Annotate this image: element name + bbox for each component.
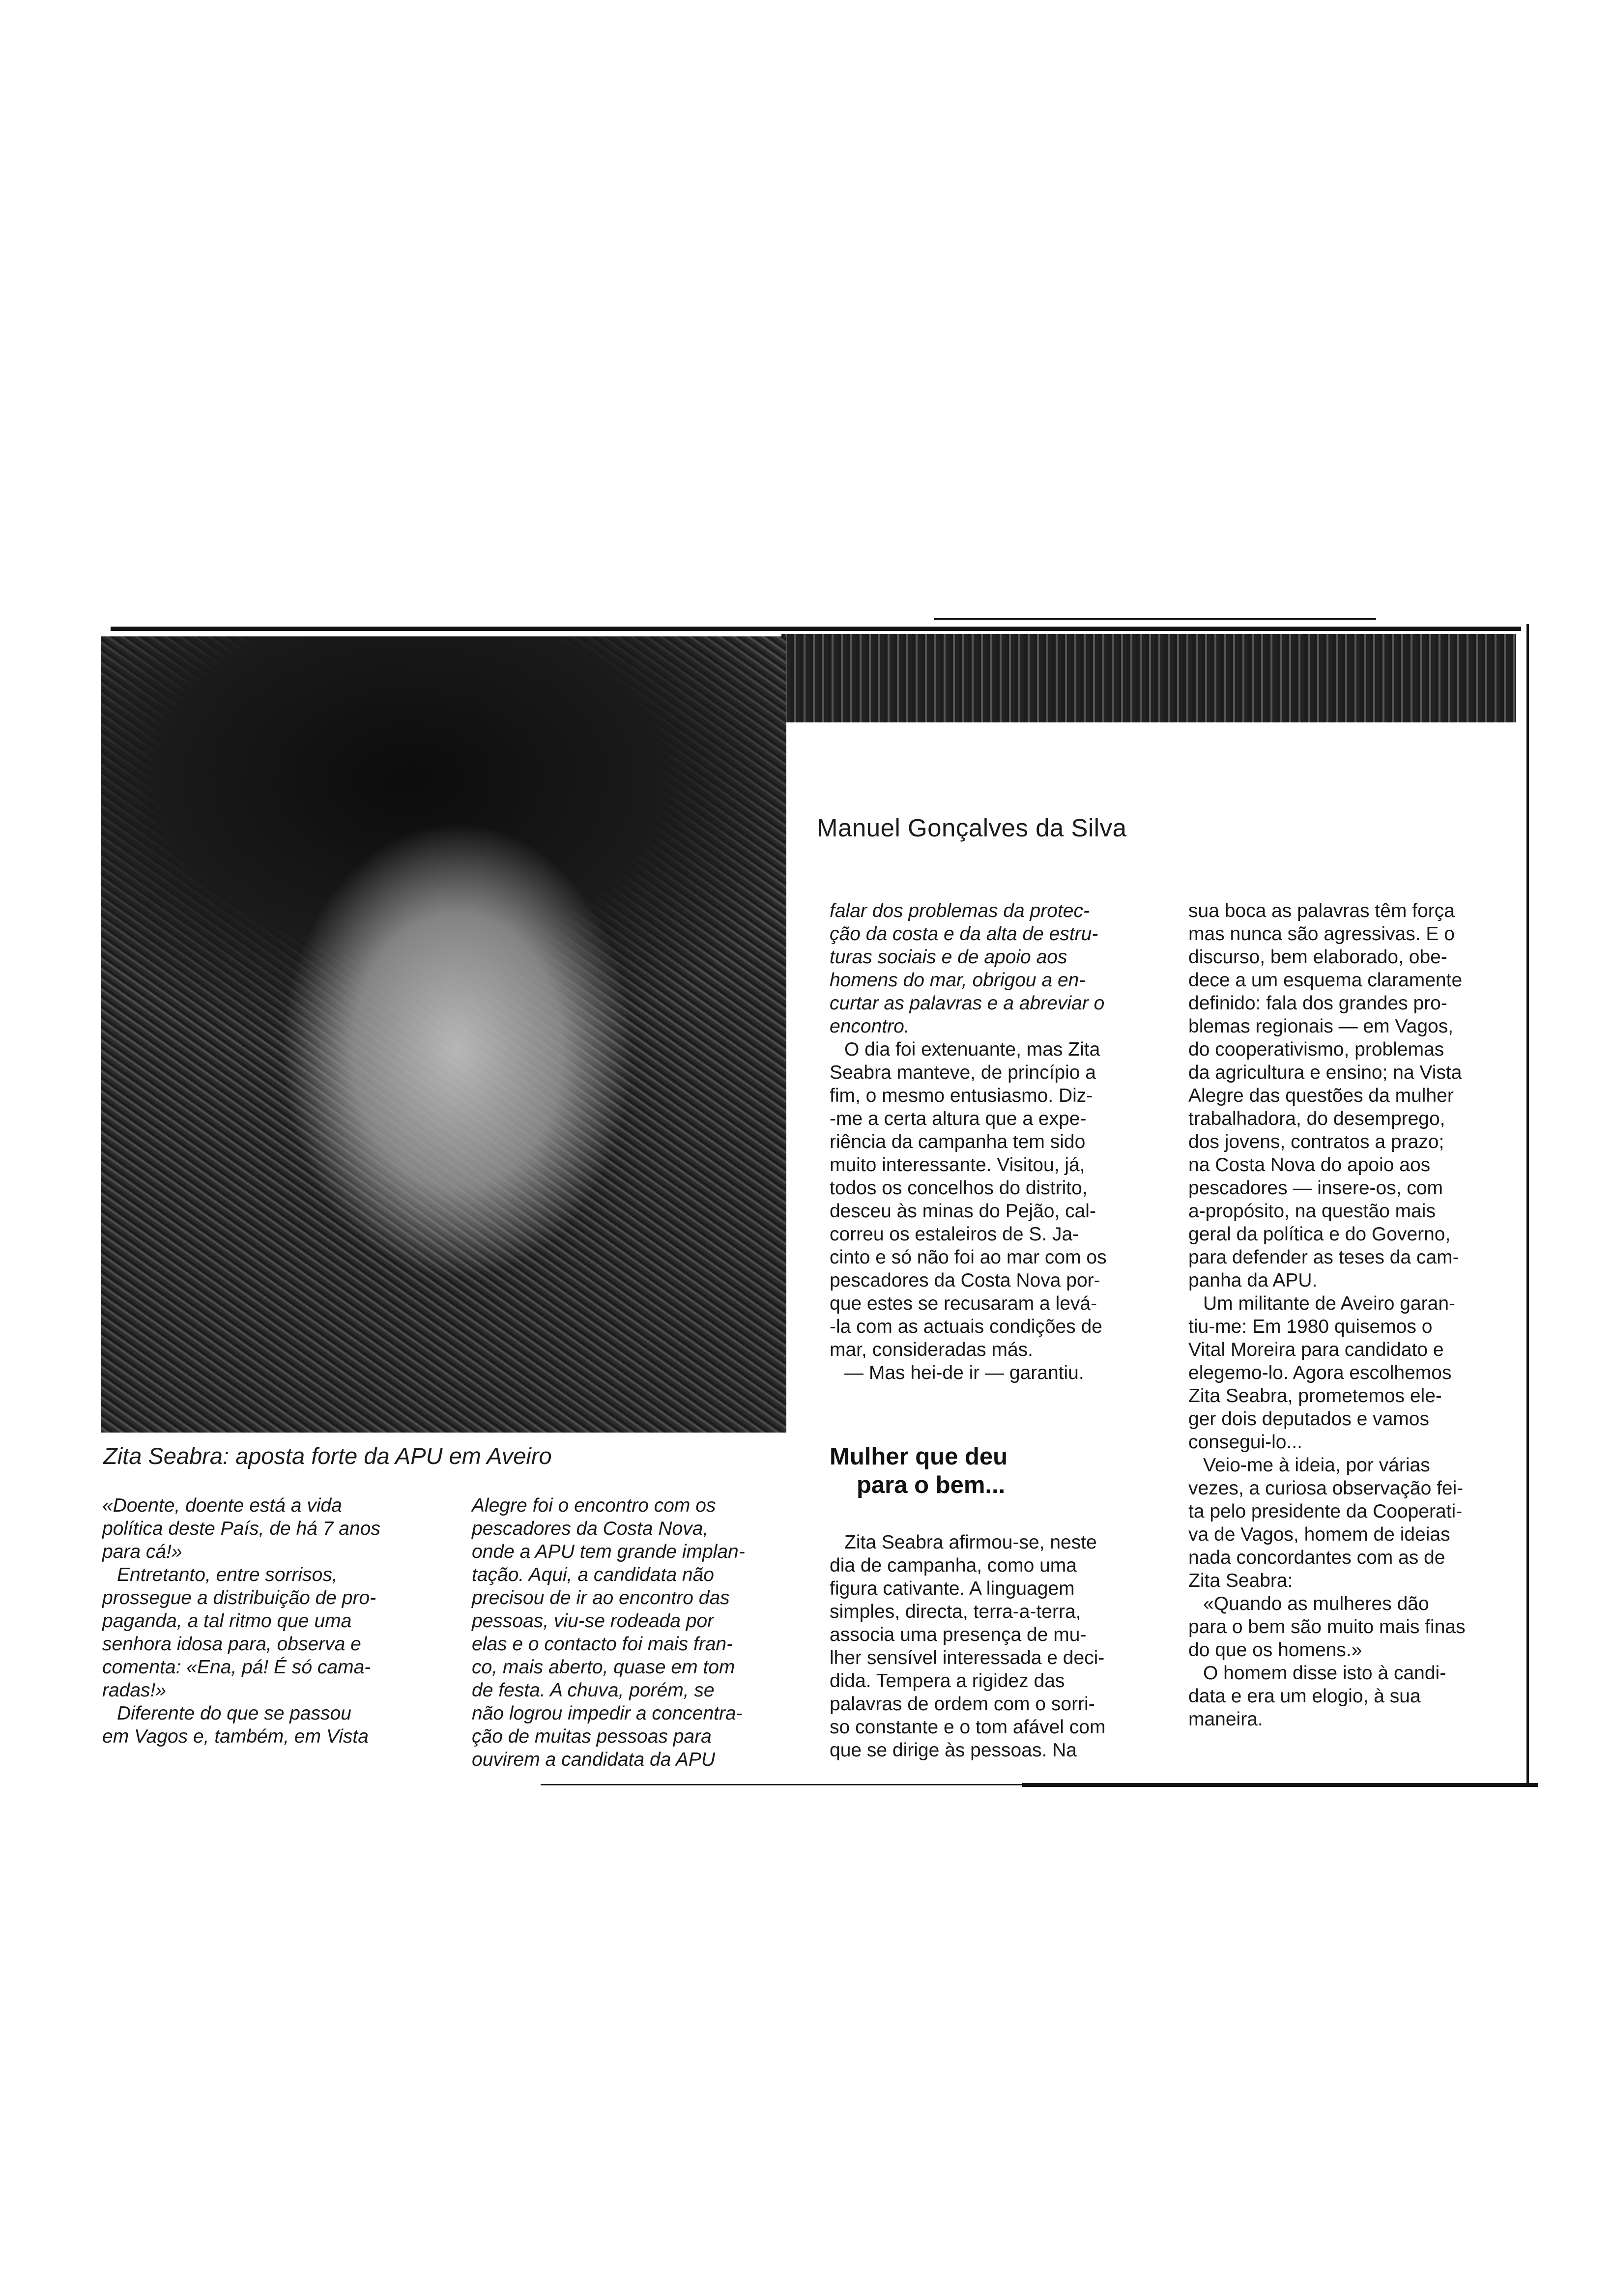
text-line: panha da APU. bbox=[1188, 1270, 1318, 1291]
text-line: muito interessante. Visitou, já, bbox=[830, 1154, 1085, 1176]
text-line: so constante e o tom afável com bbox=[830, 1717, 1106, 1738]
text-line: va de Vagos, homem de ideias bbox=[1188, 1524, 1450, 1545]
text-line: política deste País, de há 7 anos bbox=[102, 1518, 380, 1539]
text-line: que se dirige às pessoas. Na bbox=[830, 1740, 1077, 1761]
bottom-rule bbox=[1022, 1783, 1538, 1787]
text-line: Vital Moreira para candidato e bbox=[1188, 1339, 1444, 1360]
subheading-line: Mulher que deu bbox=[830, 1443, 1008, 1470]
text-line: dida. Tempera a rigidez das bbox=[830, 1670, 1065, 1692]
text-line: ouvirem a candidata da APU bbox=[472, 1749, 716, 1770]
text-line: prossegue a distribuição de pro- bbox=[102, 1587, 376, 1608]
column-3-top bbox=[830, 899, 1159, 1384]
text-line: mar, consideradas más. bbox=[830, 1339, 1034, 1360]
photo-caption: Zita Seabra: aposta forte da APU em Aveiro bbox=[103, 1443, 552, 1469]
text-line: O dia foi extenuante, mas Zita bbox=[844, 1039, 1100, 1060]
text-line: homens do mar, obrigou a en- bbox=[830, 970, 1086, 991]
text-line: curtar as palavras e a abreviar o bbox=[830, 993, 1105, 1014]
column-1 bbox=[102, 1494, 427, 1748]
text-line: elas e o contacto foi mais fran- bbox=[472, 1634, 733, 1655]
text-line: Alegre das questões da mulher bbox=[1188, 1085, 1454, 1106]
text-line: dece a um esquema claramente bbox=[1188, 970, 1463, 991]
text-line: elegemo-lo. Agora escolhemos bbox=[1188, 1362, 1452, 1383]
text-line: dia de campanha, como uma bbox=[830, 1555, 1077, 1576]
top-rule-thin bbox=[934, 618, 1376, 620]
text-line: -me a certa altura que a expe- bbox=[830, 1108, 1087, 1129]
text-line: data e era um elogio, à sua bbox=[1188, 1686, 1421, 1707]
text-line: pescadores — insere-os, com bbox=[1188, 1177, 1443, 1199]
text-line: «Doente, doente está a vida bbox=[102, 1495, 342, 1516]
column-4 bbox=[1188, 899, 1523, 1731]
text-line: precisou de ir ao encontro das bbox=[472, 1587, 730, 1608]
text-line: figura cativante. A linguagem bbox=[830, 1578, 1075, 1599]
text-line: co, mais aberto, quase em tom bbox=[472, 1657, 735, 1678]
text-line: consegui-lo... bbox=[1188, 1432, 1302, 1453]
bottom-rule-left bbox=[541, 1784, 1022, 1785]
text-line: falar dos problemas da protec- bbox=[830, 900, 1090, 921]
text-line: a-propósito, na questão mais bbox=[1188, 1201, 1436, 1222]
text-line: discurso, bem elaborado, obe- bbox=[1188, 947, 1447, 968]
text-line: trabalhadora, do desemprego, bbox=[1188, 1108, 1445, 1129]
text-line: geral da política e do Governo, bbox=[1188, 1224, 1451, 1245]
text-line: radas!» bbox=[102, 1680, 167, 1701]
text-line: cinto e só não foi ao mar com os bbox=[830, 1247, 1107, 1268]
text-line: dos jovens, contratos a prazo; bbox=[1188, 1131, 1444, 1152]
text-line: pescadores da Costa Nova, bbox=[472, 1518, 709, 1539]
text-line: onde a APU tem grande implan- bbox=[472, 1541, 745, 1562]
column-2 bbox=[472, 1494, 796, 1771]
text-line: todos os concelhos do distrito, bbox=[830, 1177, 1088, 1199]
text-line: fim, o mesmo entusiasmo. Diz- bbox=[830, 1085, 1093, 1106]
text-line: na Costa Nova do apoio aos bbox=[1188, 1154, 1431, 1176]
text-line: do cooperativismo, problemas bbox=[1188, 1039, 1444, 1060]
portrait-photo bbox=[101, 636, 786, 1433]
column-3-bottom bbox=[830, 1531, 1159, 1762]
text-line: de festa. A chuva, porém, se bbox=[472, 1680, 715, 1701]
text-line: para defender as teses da cam- bbox=[1188, 1247, 1459, 1268]
text-line: mas nunca são agressivas. E o bbox=[1188, 923, 1455, 945]
text-line: da agricultura e ensino; na Vista bbox=[1188, 1062, 1462, 1083]
text-line: Zita Seabra, prometemos ele- bbox=[1188, 1385, 1442, 1406]
text-line: nada concordantes com as de bbox=[1188, 1547, 1445, 1568]
text-line: palavras de ordem com o sorri- bbox=[830, 1693, 1095, 1715]
text-line: Entretanto, entre sorrisos, bbox=[117, 1564, 338, 1585]
subheading bbox=[830, 1442, 1008, 1499]
text-line: Diferente do que se passou bbox=[117, 1703, 351, 1724]
text-line: correu os estaleiros de S. Ja- bbox=[830, 1224, 1079, 1245]
text-line: comenta: «Ena, pá! É só cama- bbox=[102, 1657, 371, 1678]
text-line: encontro. bbox=[830, 1016, 910, 1037]
text-line: Zita Seabra afirmou-se, neste bbox=[844, 1532, 1097, 1553]
text-line: Seabra manteve, de princípio a bbox=[830, 1062, 1096, 1083]
text-line: desceu às minas do Pejão, cal- bbox=[830, 1201, 1096, 1222]
text-line: do que os homens.» bbox=[1188, 1639, 1362, 1661]
text-line: ta pelo presidente da Cooperati- bbox=[1188, 1501, 1463, 1522]
text-line: senhora idosa para, observa e bbox=[102, 1634, 361, 1655]
text-line: tiu-me: Em 1980 quisemos o bbox=[1188, 1316, 1433, 1337]
text-line: definido: fala dos grandes pro- bbox=[1188, 993, 1447, 1014]
text-line: associa uma presença de mu- bbox=[830, 1624, 1087, 1645]
text-line: maneira. bbox=[1188, 1709, 1263, 1730]
text-line: não logrou impedir a concentra- bbox=[472, 1703, 743, 1724]
text-line: vezes, a curiosa observação fei- bbox=[1188, 1478, 1464, 1499]
text-line: para cá!» bbox=[102, 1541, 182, 1562]
text-line: Zita Seabra: bbox=[1188, 1570, 1293, 1591]
text-line: pessoas, viu-se rodeada por bbox=[472, 1610, 714, 1632]
text-line: — Mas hei-de ir — garantiu. bbox=[844, 1362, 1084, 1383]
text-line: Veio-me à ideia, por várias bbox=[1203, 1455, 1430, 1476]
text-line: Alegre foi o encontro com os bbox=[472, 1495, 716, 1516]
byline: Manuel Gonçalves da Silva bbox=[817, 814, 1127, 842]
text-line: O homem disse isto à candi- bbox=[1203, 1663, 1446, 1684]
text-line: ção de muitas pessoas para bbox=[472, 1726, 712, 1747]
text-line: ger dois deputados e vamos bbox=[1188, 1408, 1429, 1430]
text-line: blemas regionais — em Vagos, bbox=[1188, 1016, 1454, 1037]
text-line: -la com as actuais condições de bbox=[830, 1316, 1102, 1337]
text-line: pescadores da Costa Nova por- bbox=[830, 1270, 1100, 1291]
text-line: ção da costa e da alta de estru- bbox=[830, 923, 1098, 945]
text-line: turas sociais e de apoio aos bbox=[830, 947, 1067, 968]
text-line: Um militante de Aveiro garan- bbox=[1203, 1293, 1456, 1314]
text-line: em Vagos e, também, em Vista bbox=[102, 1726, 369, 1747]
right-rule bbox=[1526, 624, 1529, 1784]
text-line: sua boca as palavras têm força bbox=[1188, 900, 1455, 921]
text-line: «Quando as mulheres dão bbox=[1203, 1593, 1429, 1614]
text-line: lher sensível interessada e deci- bbox=[830, 1647, 1105, 1668]
text-line: paganda, a tal ritmo que uma bbox=[102, 1610, 352, 1632]
photo-band bbox=[781, 634, 1516, 722]
text-line: riência da campanha tem sido bbox=[830, 1131, 1086, 1152]
text-line: simples, directa, terra-a-terra, bbox=[830, 1601, 1081, 1622]
text-line: que estes se recusaram a levá- bbox=[830, 1293, 1097, 1314]
text-line: para o bem são muito mais finas bbox=[1188, 1616, 1466, 1637]
top-rule bbox=[111, 627, 1521, 631]
text-line: tação. Aqui, a candidata não bbox=[472, 1564, 714, 1585]
subheading-line: para o bem... bbox=[857, 1472, 1006, 1498]
